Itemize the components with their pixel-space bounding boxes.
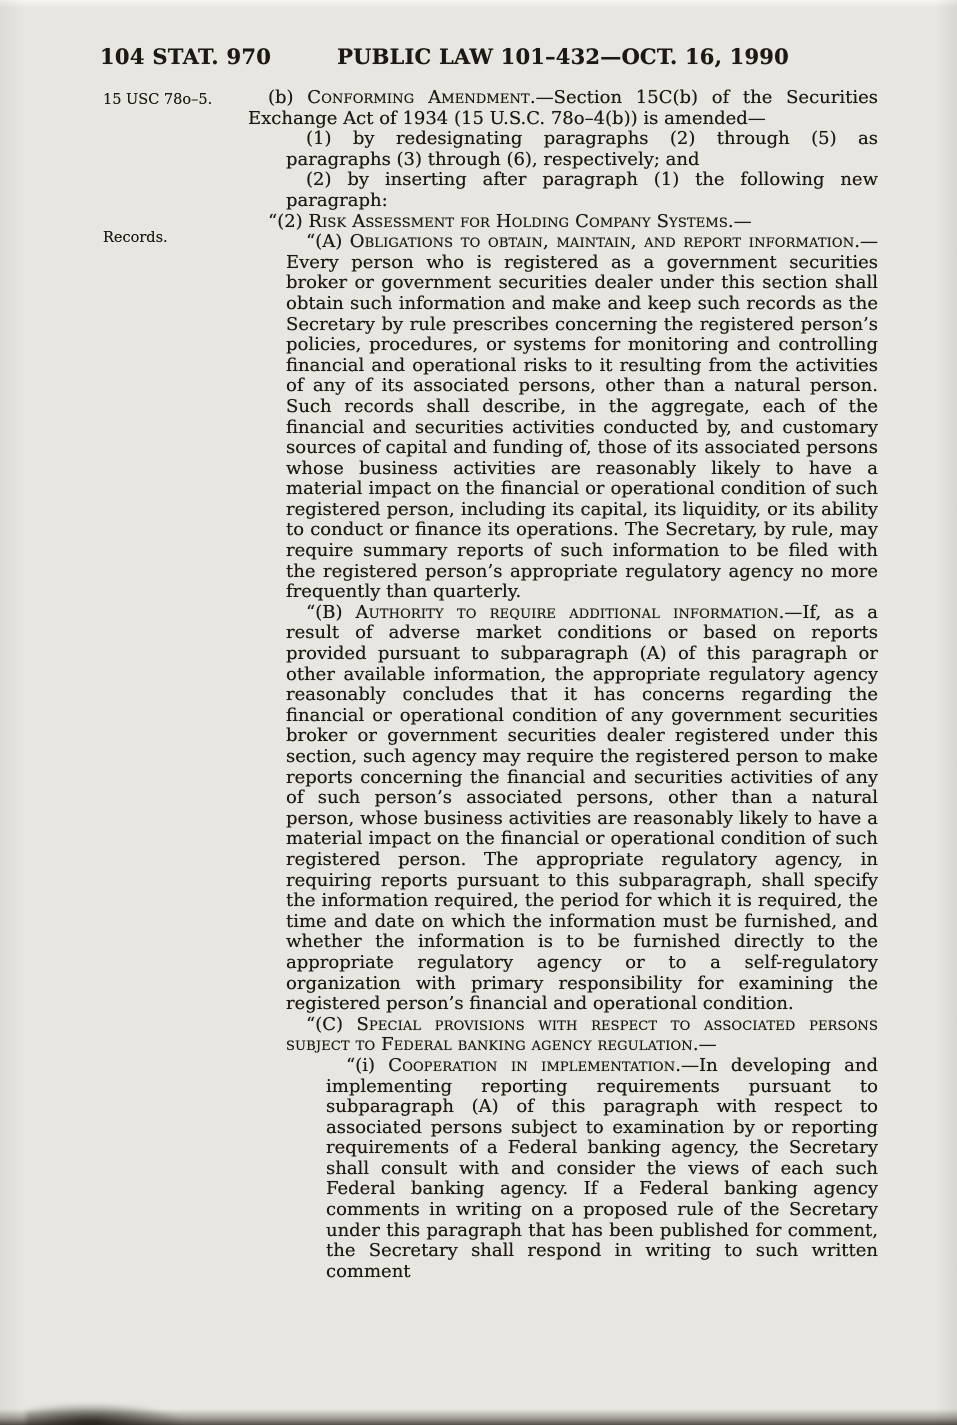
small-caps-run: Obligations to obtain, maintain, and report information (349, 231, 855, 253)
text-run: (b) (268, 87, 308, 108)
text-run: .—Every person who is registered as a government securities broker or government securities dealer under this section shall obtain such information and make and keep such records as the Secretary by rule prescribes concerning the registered person’s policies, procedures, or systems for monitoring and controlling financial and operational risks to it resulting from the activities of any of its associated persons, other than a natural person. Such records shall describe, in the aggregate, each of the financial and securities activities conducted by, and customary sources of capital and funding of, those of its associated persons whose business activities are reasonably likely to have a material impact on the financial or operational condition of such registered person, including its capital, its liquidity, or its ability to conduct or finance its operations. The Secretary, by rule, may require summary reports of such information to be filed with the registered person’s appropriate regulatory agency no more frequently than quarterly. (286, 231, 878, 603)
small-caps-run: Cooperation in implementation (388, 1054, 676, 1076)
scan-artifact-right-edge (935, 0, 957, 1425)
text-run: .— (692, 1034, 717, 1056)
text-run: “(B) (306, 601, 356, 623)
text-run: .—In developing and implementing reporting requirements pursuant to subparagraph (A) of this paragraph with respect to associated persons subject to examination by or reporting requirements of a Federal banking agency, the Secretary shall consult with and consider the views of each such Federal banking agency. If a Federal banking agency comments in writing on a proposed rule of the Secretary under this paragraph that has been published for comment, the Secretary shall respond in writing to such written comment (326, 1054, 878, 1282)
small-caps-run: Special provisions with respect to associated persons subject to Federal banking agency regulation (286, 1013, 878, 1056)
small-caps-run: Authority to require additional information (355, 601, 779, 623)
scan-artifact-left-edge (0, 0, 26, 1425)
public-law-heading: PUBLIC LAW 101–432—OCT. 16, 1990 (337, 44, 789, 69)
para-subparagraph-A (286, 232, 878, 603)
para-subparagraph-B (286, 603, 878, 1015)
text-run: (1) by redesignating paragraphs (2) through (5) as paragraphs (3) through (6), respectively; and (286, 128, 878, 170)
small-caps-run: Risk Assessment for Holding Company Systems (308, 210, 728, 232)
scan-artifact-top-edge (0, 0, 957, 8)
statute-body (248, 88, 878, 1282)
text-run: .— (727, 210, 752, 232)
para-clause-1 (286, 129, 878, 170)
para-clause-2 (286, 170, 878, 211)
margin-note-usc-citation: 15 USC 78o–5. (103, 92, 213, 108)
text-run: .—Section 15C(b) of the Securities Exchange Act of 1934 (15 U.S.C. 78o–4(b)) is amended— (248, 87, 878, 129)
para-clause-i-cooperation (326, 1056, 878, 1283)
text-run: .—If, as a result of adverse market conditions or based on reports provided pursuant to subparagraph (A) of this paragraph or other available information, the appropriate regulatory agency reasonably concludes that it has concerns regarding the financial or operational condition of any government securities broker or government securities dealer registered under this section, such agency may require the registered person to make reports concerning the financial and securities activities of any of such person’s associated persons, other than a natural person, whose business activities are reasonably likely to have a material impact on the financial or operational condition of such registered person. The appropriate regulatory agency, in requiring reports pursuant to this subparagraph, shall specify the information required, the period for which it is required, the time and date on which the information must be furnished, and whether the information is to be furnished directly to the appropriate regulatory agency or to a self-regulatory organization with primary responsibility for examining the registered person’s financial and operational condition. (286, 601, 878, 1015)
text-run: “(2) (268, 210, 309, 232)
text-run: “(i) (346, 1054, 389, 1076)
text-run: “(A) (306, 231, 350, 253)
small-caps-run: Conforming Amendment (307, 87, 530, 108)
para-risk-assessment-heading (248, 212, 878, 233)
stat-page-number: 104 STAT. 970 (100, 44, 272, 69)
margin-note-records: Records. (103, 230, 168, 246)
text-run: “(C) (306, 1013, 357, 1035)
scan-artifact-smudge (26, 1403, 186, 1425)
text-run: (2) by inserting after paragraph (1) the following new paragraph: (286, 169, 878, 211)
scan-artifact-bottom-edge (0, 1409, 957, 1425)
para-conforming-amendment (248, 88, 878, 129)
para-subparagraph-C-heading (286, 1015, 878, 1056)
